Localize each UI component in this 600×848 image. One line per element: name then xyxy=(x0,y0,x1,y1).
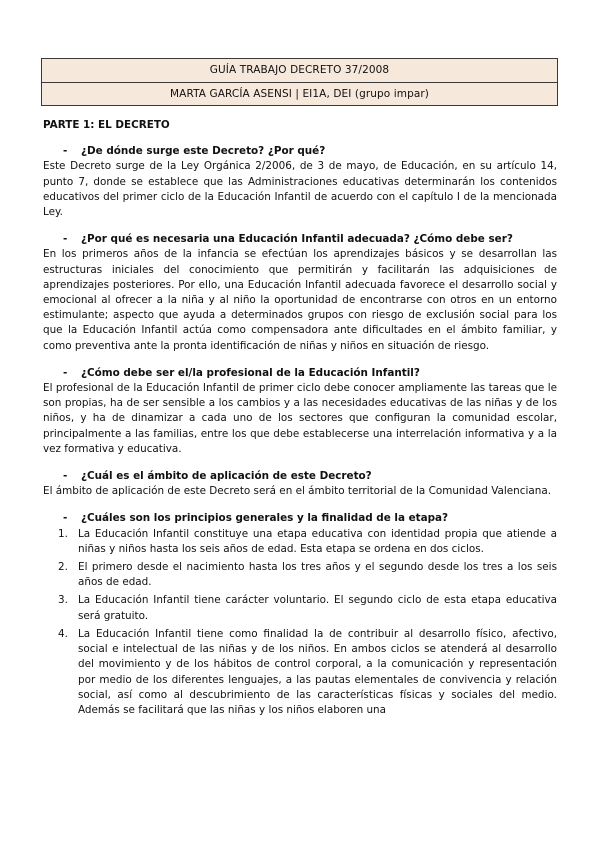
list-item xyxy=(43,627,557,718)
dash-marker: - xyxy=(63,470,68,483)
answer-paragraph: El ámbito de aplicación de este Decreto será en el ámbito territorial de la Comunidad Valenciana. xyxy=(43,485,551,498)
item-number: 4. xyxy=(58,627,68,640)
question-heading xyxy=(43,144,557,159)
dash-marker: - xyxy=(63,145,68,158)
author-line: MARTA GARCÍA ASENSI | EI1A, DEI (grupo impar) xyxy=(170,88,429,100)
section-principles xyxy=(43,511,557,718)
question-text: ¿Cómo debe ser el/la profesional de la Educación Infantil? xyxy=(81,366,420,379)
principles-list xyxy=(43,527,557,718)
document-body xyxy=(43,118,557,721)
item-number: 1. xyxy=(58,527,68,540)
section-origin xyxy=(43,144,557,220)
list-item xyxy=(43,560,557,590)
item-text: La Educación Infantil constituye una etapa educativa con identidad propia que atiende a niñas y niños hasta los seis años de edad. Esta etapa se ordena en dos ciclos. xyxy=(78,527,557,555)
list-item xyxy=(43,593,557,623)
item-text: La Educación Infantil tiene como finalidad la de contribuir al desarrollo físico, afectivo, social e intelectual de las niñas y de los niños. En ambos ciclos se atenderá al desarrollo del movimiento y de los hábitos de control corporal, a la comunicación y representación por medio de los diferentes lenguajes, a las pautas elementales de convivencia y relación social, así como al descubrimiento de las características físicas y sociales del medio. Además se facilitará que las niñas y los niños elaboren una xyxy=(78,627,557,716)
list-item xyxy=(43,527,557,557)
question-heading xyxy=(43,232,557,247)
section-professional xyxy=(43,366,557,457)
item-number: 2. xyxy=(58,561,68,574)
dash-marker: - xyxy=(63,366,68,379)
item-text: El primero desde el nacimiento hasta los tres años y el segundo desde los tres a los seis años de edad. xyxy=(78,561,557,589)
header-box xyxy=(41,58,558,106)
dash-marker: - xyxy=(63,233,68,246)
question-text: ¿Cuáles son los principios generales y la finalidad de la etapa? xyxy=(81,512,449,525)
section-scope xyxy=(43,469,557,499)
question-heading xyxy=(43,469,557,484)
answer-paragraph: Este Decreto surge de la Ley Orgánica 2/2006, de 3 de mayo, de Educación, en su artículo 14, punto 7, donde se establece que las Administraciones educativas determinarán los contenidos educativos del primer ciclo de la Educación Infantil de acuerdo con el capítulo I de la mencionada Ley. xyxy=(43,160,557,219)
question-text: ¿Por qué es necesaria una Educación Infantil adecuada? ¿Cómo debe ser? xyxy=(81,233,513,246)
answer-paragraph: En los primeros años de la infancia se efectúan los aprendizajes básicos y se desarrollan las estructuras iniciales del conocimiento que permitirán y facilitarán las adquisiciones de aprendizajes posteriores. Por ello, una Educación Infantil adecuada favorece el desarrollo social y emocional al ofrecer a la niña y al niño la oportunidad de encontrarse con otros en un entorno estimulante; aspecto que ayuda a determinados grupos con riesgo de exclusión social para los que la Educación Infantil actúa como compensadora ante dificultades en el ámbito familiar, y como preventiva ante la pronta identificación de niñas y niños en situación de riesgo. xyxy=(43,248,557,352)
item-text: La Educación Infantil tiene carácter voluntario. El segundo ciclo de esta etapa educativa será gratuito. xyxy=(78,594,557,622)
document-title: GUÍA TRABAJO DECRETO 37/2008 xyxy=(42,59,557,83)
part-title: PARTE 1: EL DECRETO xyxy=(43,119,170,131)
question-heading xyxy=(43,366,557,381)
section-necessity xyxy=(43,232,557,354)
dash-marker: - xyxy=(63,512,68,525)
question-text: ¿De dónde surge este Decreto? ¿Por qué? xyxy=(81,145,326,158)
answer-paragraph: El profesional de la Educación Infantil de primer ciclo debe conocer ampliamente las tareas que le son propias, ha de ser sensible a los cambios y a las necesidades educativas de las niñas y de los niños, y ha de dinamizar a cada uno de los sectores que configuran la comunidad escolar, principalmente a las familias, entre los que debe establecerse una interrelación informativa y a la vez formativa y educativa. xyxy=(43,382,557,455)
question-heading xyxy=(43,511,557,526)
item-number: 3. xyxy=(58,594,68,607)
question-text: ¿Cuál es el ámbito de aplicación de este Decreto? xyxy=(81,470,372,483)
